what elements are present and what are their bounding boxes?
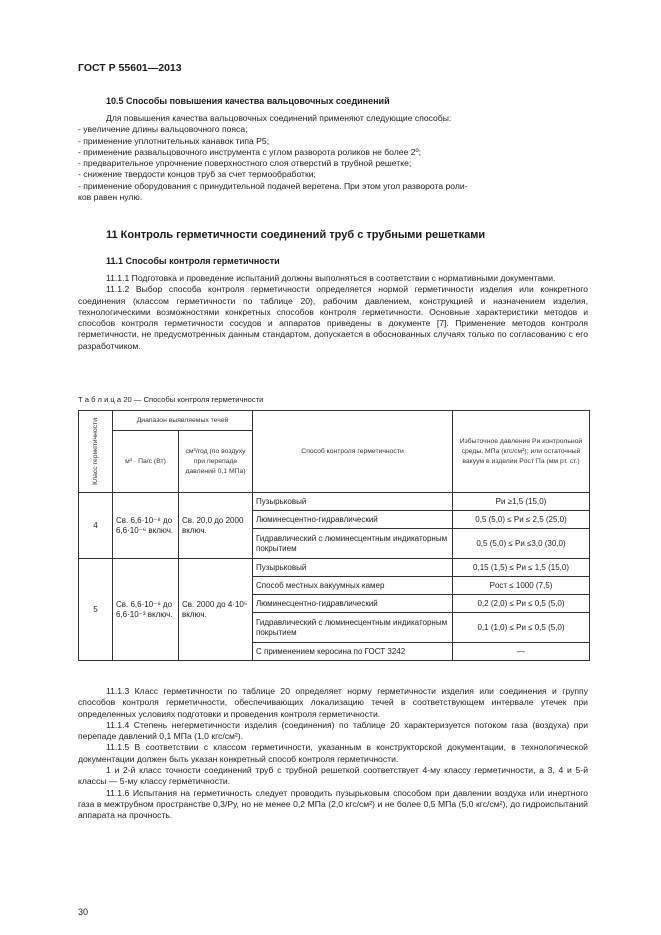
class-4-range-b: Св. 20,0 до 2000 включ. <box>179 493 253 559</box>
list-item: - применение уплотнительных канавок типа Р5; <box>78 135 270 146</box>
list-item: - предварительное упрочнение поверхностного слоя отверстий в трубной решетке; <box>78 158 412 169</box>
list-item: - снижение твердости концов труб за счет термообработки; <box>78 169 316 180</box>
table-row-method: Пузырьковый <box>253 559 453 577</box>
header-range-a: м³ · Па/с (Вт) <box>113 431 179 493</box>
table-row-method: Люминесцентно-гидравлический <box>253 511 453 529</box>
header-range: Диапазон выявляемых течей <box>113 411 253 431</box>
list-item: ков равен нулю. <box>78 192 143 203</box>
class-4-cell: 4 <box>79 493 113 559</box>
table-row-pressure: Pи ≥1,5 (15,0) <box>453 493 590 511</box>
table-row-method: Пузырьковый <box>253 493 453 511</box>
section-11-1-body <box>78 273 588 352</box>
table-row-method: С применением керосина по ГОСТ 3242 <box>253 643 453 661</box>
section-11-1-title: 11.1 Способы контроля герметичности <box>106 256 280 266</box>
section-10-5-intro: Для повышения качества вальцовочных соединений применяют следующие способы: <box>106 113 452 123</box>
paragraph-11-1-4: 11.1.4 Степень негерметичности изделия (соединения) по таблице 20 характеризуется потоком газа (воздуха) при перепаде давлений 0,1 МПа (1,0 кгс/см²). <box>78 719 588 742</box>
list-item: - применение оборудования с принудительной подачей веретена. При этом угол разворота роли- <box>78 180 468 191</box>
header-class: Класс герметичности <box>79 411 113 493</box>
section-10-5-body <box>78 113 590 203</box>
section-11-title: 11 Контроль герметичности соединений труб с трубными решетками <box>106 229 486 241</box>
list-item: - применение развальцовочного инструмента с углом разворота роликов не более 2º; <box>78 146 422 157</box>
class-5-range-a: Св. 6,6·10⁻⁶ до 6,6·10⁻³ включ. <box>113 559 179 661</box>
table-row-method: Способ местных вакуумных камер <box>253 577 453 595</box>
class-4-range-a: Св. 6,6·10⁻⁸ до 6,6·10⁻⁶ включ. <box>113 493 179 559</box>
table-row-method: Гидравлический с люминесцентным индикаторным покрытием <box>253 613 453 643</box>
section-11-1-continued <box>78 686 588 822</box>
table-row-method: Гидравлический с люминесцентным индикаторным покрытием <box>253 529 453 559</box>
page-number: 30 <box>78 907 89 917</box>
header-range-b: см³/год (по воздуху при перепаде давлений 0,1 МПа) <box>179 431 253 493</box>
paragraph-11-1-3: 11.1.3 Класс герметичности по таблице 20 определяет норму герметичности изделия или соединения и группу способов контроля герметичности, обеспечивающих локализацию течей в соответствующем интервале утечек при определенных условиях подготовки и проведения контроля герметичности. <box>78 686 588 719</box>
table-row-pressure: 0,5 (5,0) ≤ Pи ≤ 2,5 (25,0) <box>453 511 590 529</box>
table-row-pressure: 0,1 (1,0) ≤ Pи ≤ 0,5 (5,0) <box>453 613 590 643</box>
table-row-pressure: 0,5 (5,0) ≤ Pи ≤3,0 (30,0) <box>453 529 590 559</box>
paragraph-11-1-1: 11.1.1 Подготовка и проведение испытаний должны выполняться в соответствии с нормативными документами. <box>106 273 556 283</box>
table-row-pressure: — <box>453 643 590 661</box>
paragraph-11-1-5b: 1 и 2-й класс точности соединений труб с трубной решеткой соответствует 4-му классу герметичности, а 3, 4 и 5-й классы — 5-му классу герметичности. <box>78 765 588 787</box>
paragraph-11-1-6: 11.1.6 Испытания на герметичность следует проводить пузырьковым способом при давлении воздуха или инертного газа в межтрубном пространстве 0,3/Pу, но не менее 0,2 МПа (2,0 кгс/см²) и не более 0,5 МПа (5,0 кгс/см²), до гидроиспытаний аппарата на прочность. <box>78 787 588 821</box>
class-5-range-b: Св. 2000 до 4·10⁵ включ. <box>179 559 253 661</box>
tightness-table <box>78 410 590 661</box>
class-5-cell: 5 <box>79 559 113 661</box>
table-row-method: Люминесцентно-гидравлический <box>253 595 453 613</box>
table-row-pressure: 0,15 (1,5) ≤ Pи ≤ 1,5 (15,0) <box>453 559 590 577</box>
header-pressure: Избыточное давление Pи контрольной среды, МПа (кгс/см²); или остаточный вакуум в изделии Pост Па (мм рт. ст.) <box>453 411 590 493</box>
table-row-pressure: Pост ≤ 1000 (7,5) <box>453 577 590 595</box>
table-row-pressure: 0,2 (2,0) ≤ Pи ≤ 0,5 (5,0) <box>453 595 590 613</box>
table-caption: Т а б л и ц а 20 — Способы контроля герметичности <box>78 395 264 404</box>
section-10-5-title: 10.5 Способы повышения качества вальцовочных соединений <box>106 96 390 106</box>
paragraph-11-1-2: 11.1.2 Выбор способа контроля герметичности определяется нормой герметичности изделия или конкретного соединения (классом герметичности по таблице 20), рабочим давлением, конструкцией и назначением изделия, технологическими возможностями конкретных способов контроля герметичности. Основные характеристики методов и способов контроля герметичности сосудов и аппаратов приведены в документе [7]. Применение методов контроля герметичности, не предусмотренных данным стандартом, допускается в обоснованных случаях только по согласованию с его разработчиком. <box>78 284 588 351</box>
document-header: ГОСТ Р 55601—2013 <box>78 62 182 74</box>
header-method: Способ контроля герметичности <box>253 411 453 493</box>
list-item: - увеличение длины вальцовочного пояса; <box>78 124 248 135</box>
paragraph-11-1-5: 11.1.5 В соответствии с классом герметичности, указанным в конструкторской документации, в технологической документации должен быть указан конкретный способ контроля герметичности. <box>78 742 588 764</box>
